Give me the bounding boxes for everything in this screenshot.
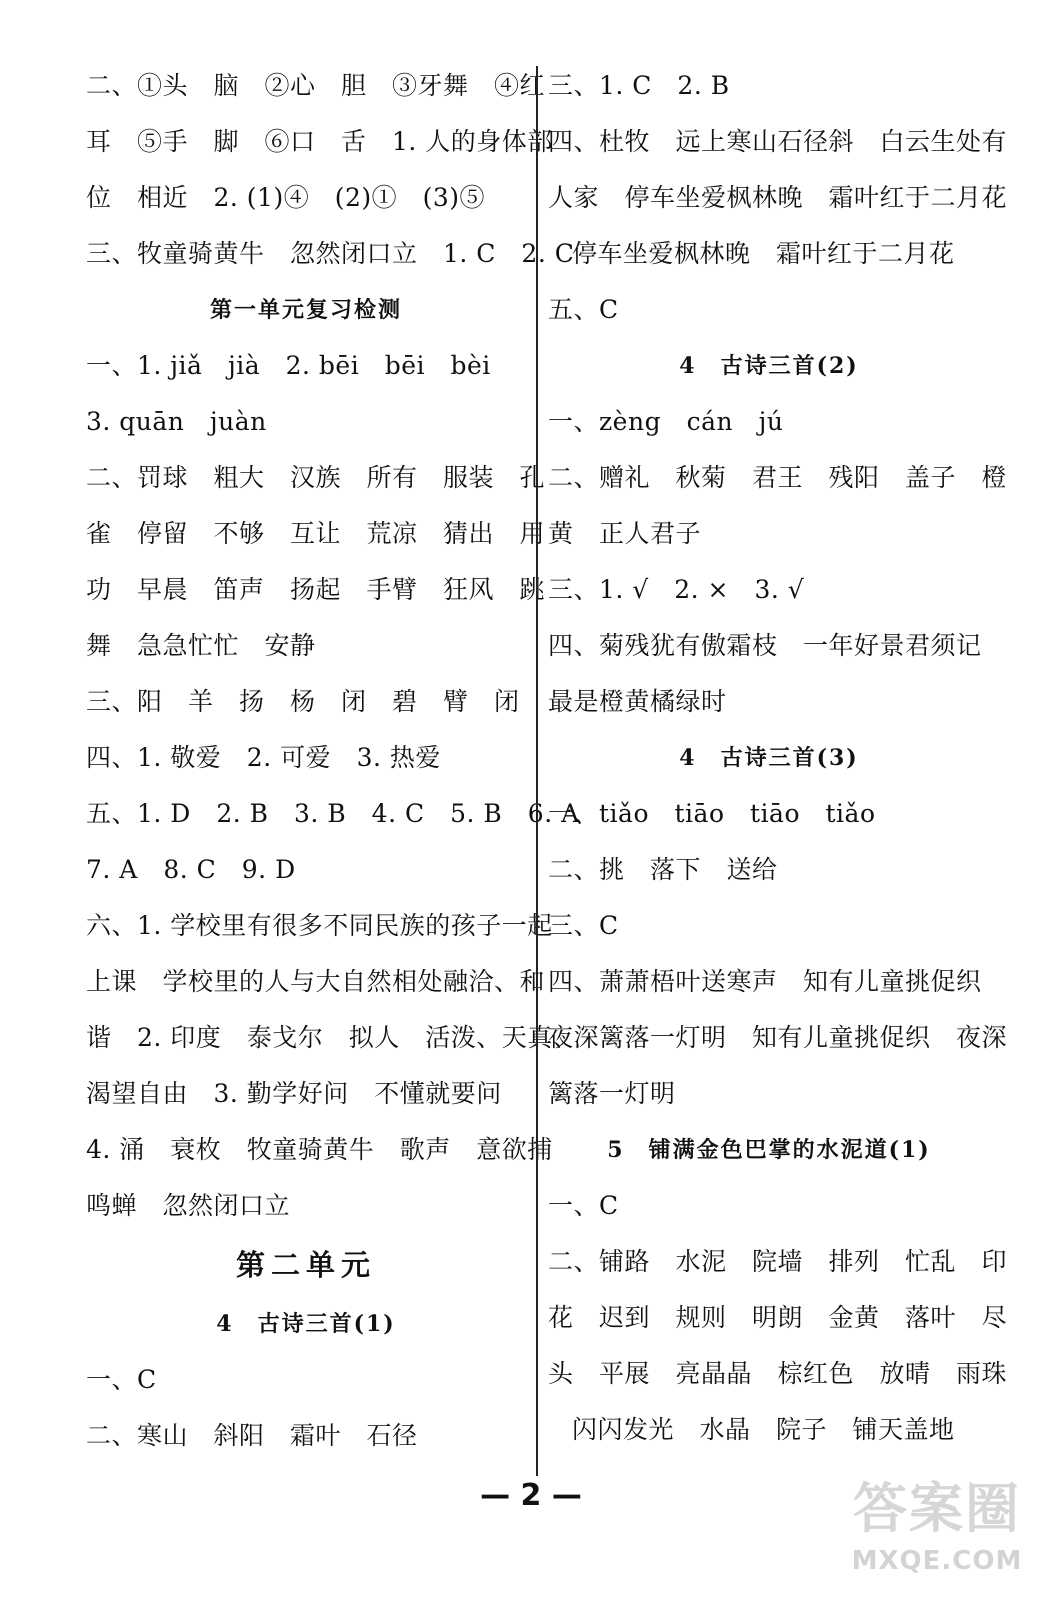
right-answer-line: 黄 正人君子 bbox=[548, 519, 702, 548]
right-answer-line: 四、菊残犹有傲霜枝 一年好景君须记 bbox=[548, 631, 982, 660]
left-answer-line: 二、①头 脑 ②心 胆 ③牙舞 ④红 bbox=[86, 71, 546, 100]
watermark-logo bbox=[842, 1474, 1032, 1586]
right-answer-line: 三、1. √ 2. × 3. √ bbox=[548, 575, 805, 604]
right-section-heading: 4 古诗三首(2) bbox=[679, 353, 859, 379]
left-answer-line: 三、阳 羊 扬 杨 闭 碧 臂 闭 bbox=[86, 687, 520, 716]
right-answer-line: 二、赠礼 秋菊 君王 残阳 盖子 橙 bbox=[548, 463, 1008, 492]
left-answer-line: 谐 2. 印度 泰戈尔 拟人 活泼、天真、 bbox=[86, 1023, 579, 1052]
right-answer-line: 五、C bbox=[548, 295, 619, 324]
left-answer-line: 六、1. 学校里有很多不同民族的孩子一起 bbox=[86, 911, 553, 940]
right-answer-line: 头 平展 亮晶晶 棕红色 放晴 雨珠 bbox=[548, 1359, 1008, 1388]
right-section-heading: 5 铺满金色巴掌的水泥道(1) bbox=[607, 1137, 931, 1163]
left-answer-line: 功 早晨 笛声 扬起 手臂 狂风 跳 bbox=[86, 575, 546, 604]
right-answer-line: 三、1. C 2. B bbox=[548, 71, 730, 100]
right-answer-line: 二、挑 落下 送给 bbox=[548, 855, 778, 884]
left-answer-line: 四、1. 敬爱 2. 可爱 3. 热爱 bbox=[86, 743, 441, 772]
left-column bbox=[86, 58, 580, 1464]
left-answer-line: 五、1. D 2. B 3. B 4. C 5. B 6. A bbox=[86, 799, 580, 828]
left-answer-line: 舞 急急忙忙 安静 bbox=[86, 631, 316, 660]
left-section-heading: 第二单元 bbox=[235, 1248, 376, 1282]
left-answer-line: 耳 ⑤手 脚 ⑥口 舌 1. 人的身体部 bbox=[86, 127, 553, 156]
right-answer-line: 一、tiǎo tiāo tiāo tiǎo bbox=[548, 799, 876, 828]
right-answer-line: 二、铺路 水泥 院墙 排列 忙乱 印 bbox=[548, 1247, 1008, 1276]
watermark-logo-text: 答案圈 bbox=[853, 1477, 1021, 1540]
left-section-heading: 第一单元复习检测 bbox=[209, 297, 402, 323]
left-answer-line: 二、罚球 粗大 汉族 所有 服装 孔 bbox=[86, 463, 546, 492]
right-answer-line: 四、萧萧梧叶送寒声 知有儿童挑促织 bbox=[548, 967, 982, 996]
left-answer-line: 一、1. jiǎ jià 2. bēi bēi bèi bbox=[86, 351, 491, 380]
column-divider bbox=[536, 66, 538, 1476]
right-answer-line: 最是橙黄橘绿时 bbox=[548, 687, 727, 716]
left-answer-line: 渴望自由 3. 勤学好问 不懂就要问 bbox=[86, 1079, 502, 1108]
left-answer-line: 雀 停留 不够 互让 荒凉 猜出 用 bbox=[86, 519, 546, 548]
right-answer-line: 篱落一灯明 bbox=[548, 1079, 676, 1108]
right-answer-line: 一、zèng cán jú bbox=[548, 407, 784, 436]
left-answer-line: 位 相近 2. (1)④ (2)① (3)⑤ bbox=[86, 183, 486, 212]
right-answer-line: 三、C bbox=[548, 911, 619, 940]
left-section-heading: 4 古诗三首(1) bbox=[216, 1311, 396, 1337]
right-answer-line: 闪闪发光 水晶 院子 铺天盖地 bbox=[572, 1415, 955, 1444]
right-answer-line: 四、杜牧 远上寒山石径斜 白云生处有 bbox=[548, 127, 1008, 156]
left-answer-line: 三、牧童骑黄牛 忽然闭口立 1. C 2. C bbox=[86, 239, 575, 268]
right-answer-line: 夜深篱落一灯明 知有儿童挑促织 夜深 bbox=[548, 1023, 1008, 1052]
right-answer-line: 一、C bbox=[548, 1191, 619, 1220]
left-answer-line: 上课 学校里的人与大自然相处融洽、和 bbox=[86, 967, 546, 996]
left-answer-line: 一、C bbox=[86, 1365, 157, 1394]
right-answer-line: 花 迟到 规则 明朗 金黄 落叶 尽 bbox=[548, 1303, 1008, 1332]
right-column bbox=[548, 58, 1008, 1458]
right-answer-line: 停车坐爱枫林晚 霜叶红于二月花 bbox=[572, 239, 955, 268]
left-answer-line: 3. quān juàn bbox=[86, 407, 267, 436]
left-answer-line: 鸣蝉 忽然闭口立 bbox=[86, 1191, 291, 1220]
page-number: — 2 — bbox=[480, 1478, 582, 1513]
left-answer-line: 二、寒山 斜阳 霜叶 石径 bbox=[86, 1421, 418, 1450]
left-answer-line: 4. 涌 衰枚 牧童骑黄牛 歌声 意欲捕 bbox=[86, 1135, 553, 1164]
watermark-url: MXQE.COM bbox=[851, 1546, 1023, 1576]
right-answer-line: 人家 停车坐爱枫林晚 霜叶红于二月花 bbox=[548, 183, 1008, 212]
left-answer-line: 7. A 8. C 9. D bbox=[86, 855, 296, 884]
right-section-heading: 4 古诗三首(3) bbox=[679, 745, 859, 771]
